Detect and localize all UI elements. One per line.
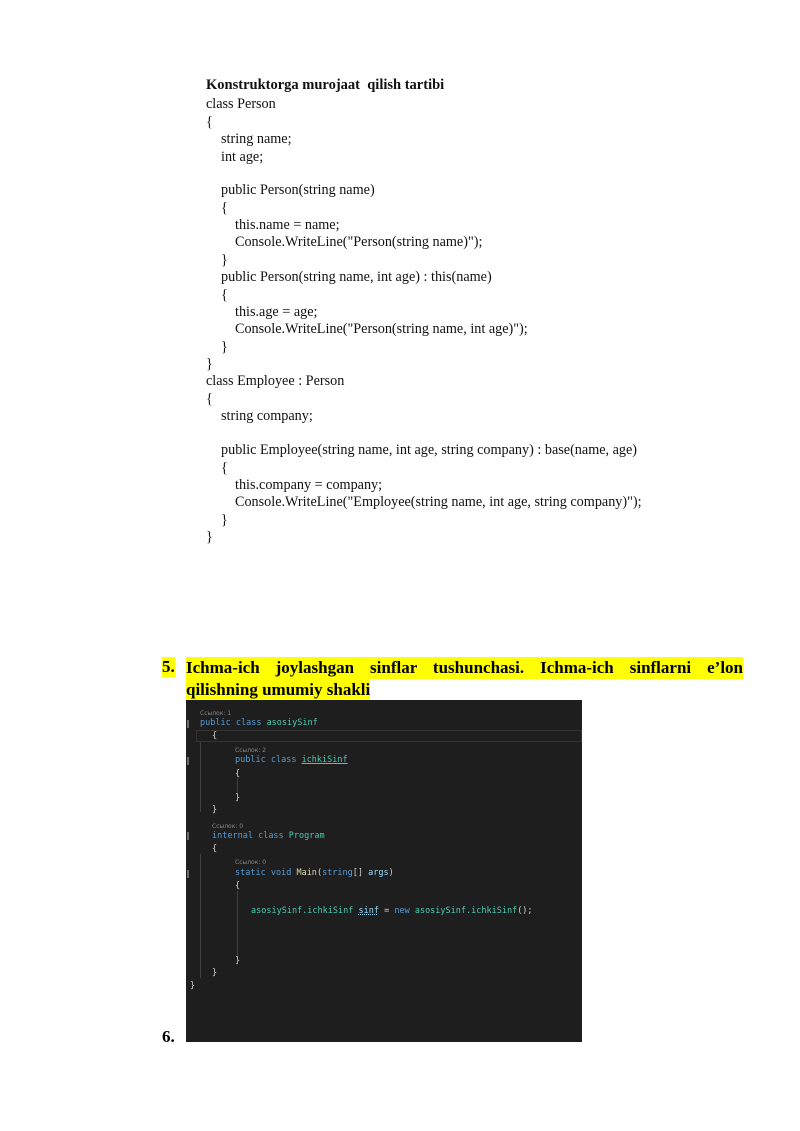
listing-title: Konstruktorga murojaat qilish tartibi [206, 77, 445, 93]
class-name: asosiySinf [266, 718, 318, 728]
keyword: void [270, 868, 292, 878]
brace: } [212, 805, 218, 815]
indent-guide [237, 891, 238, 959]
code-line: public Person(string name, int age) : this(name) [221, 269, 492, 285]
code-line: } [221, 252, 228, 268]
code-line: Console.WriteLine("Person(string name)"); [235, 234, 483, 250]
code-line: { [206, 391, 213, 407]
brace: } [212, 968, 218, 978]
gutter-marker [187, 720, 189, 728]
keyword: new [394, 906, 410, 916]
type-name: asosiySinf.ichkiSinf [251, 906, 354, 916]
code-line: { [221, 200, 228, 216]
keyword: static [235, 868, 266, 878]
keyword: class [258, 831, 284, 841]
code-line: Console.WriteLine("Person(string name, int age)"); [235, 321, 528, 337]
keyword: public [235, 755, 266, 765]
brace: { [212, 844, 218, 854]
type-name: asosiySinf.ichkiSinf [414, 906, 518, 916]
code-line: } [221, 339, 228, 355]
code-line: int age; [221, 149, 264, 165]
code-line: this.name = name; [235, 217, 340, 233]
brace: } [235, 956, 241, 966]
keyword: internal [212, 831, 253, 841]
gutter-marker [187, 870, 189, 878]
keyword: string [322, 868, 353, 878]
variable-name: sinf [358, 906, 379, 916]
gutter-marker [187, 757, 189, 765]
section-number-5: 5. [162, 657, 175, 676]
code-line: } [206, 529, 213, 545]
code-line: { [206, 114, 213, 130]
keyword: public [200, 718, 231, 728]
heading-line-2: qilishning umumiy shakli [186, 680, 371, 699]
code-line: { [221, 460, 228, 476]
code-line: class Person [206, 96, 276, 112]
indent-guide [200, 742, 201, 812]
statement-end: (); [517, 906, 533, 916]
operator: = [384, 906, 390, 916]
method-name: Main [296, 868, 317, 878]
reference-hint[interactable]: Ссылок: 1 [200, 710, 232, 717]
keyword: class [270, 755, 297, 765]
brace: } [235, 793, 241, 803]
parameter-name: args [368, 868, 389, 878]
code-line: public Employee(string name, int age, string company) : base(name, age) [221, 442, 638, 458]
keyword: class [235, 718, 262, 728]
code-line: { [221, 287, 228, 303]
brace: { [212, 731, 218, 741]
current-line-highlight [196, 730, 582, 742]
indent-guide [200, 854, 201, 978]
gutter-marker [187, 832, 189, 840]
constructor-call-listing [200, 72, 680, 552]
code-line: this.age = age; [235, 304, 318, 320]
code-line: } [206, 356, 213, 372]
heading-line-1: Ichma-ich joylashgan sinflar tushunchasi. Ichma-ich sinflarni e’lon [186, 658, 743, 677]
brace: } [190, 981, 196, 991]
code-line: this.company = company; [235, 477, 383, 493]
code-line: string company; [221, 408, 313, 424]
code-line: Console.WriteLine("Employee(string name, int age, string company)"); [235, 494, 642, 510]
section-heading [186, 657, 743, 701]
code-line: class Employee : Person [206, 373, 345, 389]
code-line: string name; [221, 131, 292, 147]
reference-hint[interactable]: Ссылок: 0 [235, 859, 267, 866]
brace: { [235, 769, 241, 779]
brace: { [235, 881, 241, 891]
code-line: public Person(string name) [221, 182, 375, 198]
reference-hint[interactable]: Ссылок: 2 [235, 747, 267, 754]
section-number-6: 6. [162, 1027, 175, 1046]
class-name: Program [288, 831, 325, 841]
reference-hint[interactable]: Ссылок: 0 [212, 823, 244, 830]
code-line: } [221, 512, 228, 528]
class-name: ichkiSinf [301, 755, 348, 765]
nested-class-code-screenshot: Ссылок: 1 public class asosiySinf { Ссылок: 2 public class ichkiSinf { } } Ссылок: 0 internal class Program { Ссылок: 0 static void Main(string[] args) { asosiySinf.ichkiSinf sinf = new asosiySinf.ichkiSinf(); } } } [186, 700, 582, 1042]
